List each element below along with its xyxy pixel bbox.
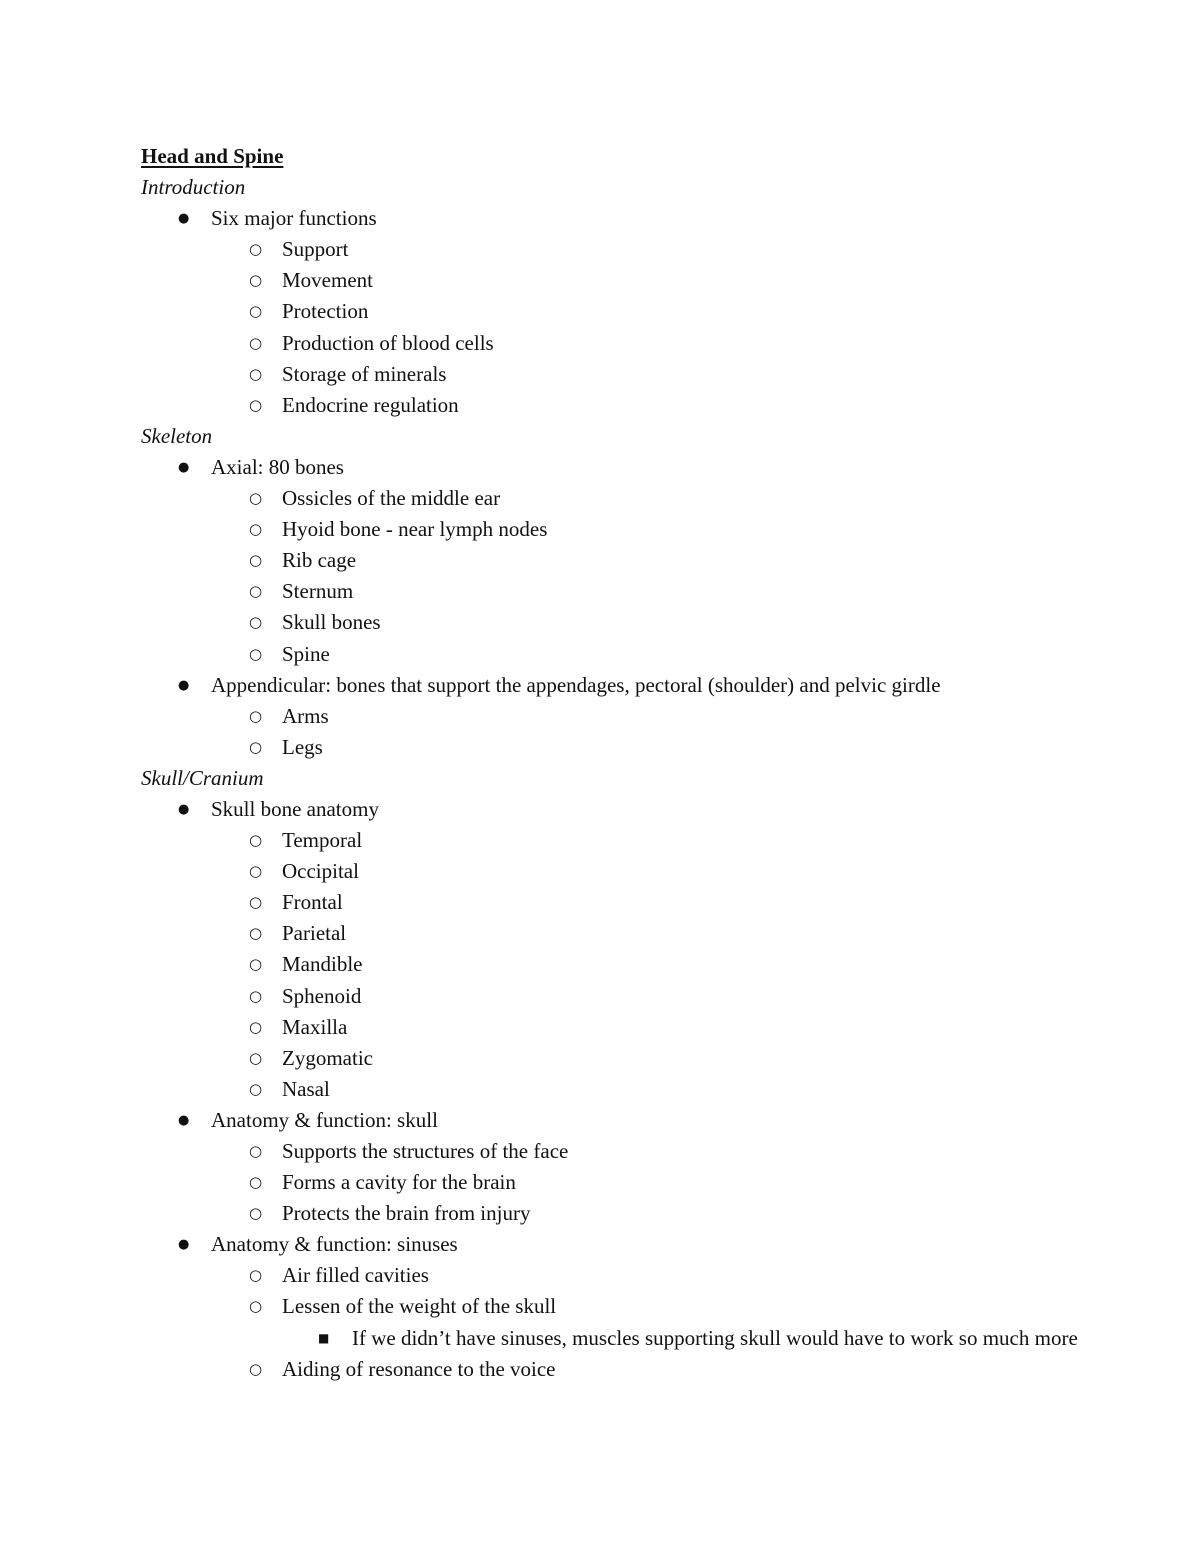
list-item-text: Movement (282, 268, 373, 293)
bullet-marker-icon: ● (178, 211, 190, 227)
list-item-text: Protection (282, 299, 369, 324)
bullet-marker-icon: ○ (249, 1017, 263, 1036)
list-item-text: Endocrine regulation (282, 392, 459, 417)
sub-list-item (141, 1260, 1081, 1291)
list-item (141, 1105, 1081, 1136)
list-item (141, 452, 1081, 483)
list-item-text: Zygomatic (282, 1045, 373, 1070)
sub-list-item (141, 1074, 1081, 1105)
bullet-marker-icon: ○ (249, 551, 263, 570)
sub-list-item (141, 1043, 1081, 1074)
sub-list-item (141, 359, 1081, 390)
sub-list-item (141, 296, 1081, 327)
list-item-text: Spine (282, 641, 330, 666)
list-item (141, 1229, 1081, 1260)
sub-list-item (141, 265, 1081, 296)
list-item (141, 203, 1081, 234)
sub-list-item (141, 1354, 1081, 1385)
list-item-text: Anatomy & function: skull (211, 1107, 438, 1132)
sub-list-item (141, 1198, 1081, 1229)
list-item-text: Occipital (282, 859, 359, 884)
bullet-marker-icon: ○ (249, 520, 263, 539)
sub-list-item (141, 545, 1081, 576)
list-item-text: Nasal (282, 1076, 330, 1101)
list-item-text: Parietal (282, 921, 347, 946)
list-item-text: Legs (282, 734, 323, 759)
section-heading: Skeleton (141, 423, 213, 448)
list-item-text: Anatomy & function: sinuses (211, 1232, 458, 1257)
bullet-marker-icon: ○ (249, 1297, 263, 1316)
sub-list-item (141, 483, 1081, 514)
sub-list-item (141, 949, 1081, 980)
bullet-marker-icon: ● (178, 459, 190, 475)
bullet-marker-icon: ○ (249, 1079, 263, 1098)
list-item-text: Six major functions (211, 206, 377, 231)
bullet-marker-icon: ○ (249, 1173, 263, 1192)
bullet-marker-icon: ○ (249, 831, 263, 850)
bullet-marker-icon: ○ (249, 395, 263, 414)
list-item-text: Skull bone anatomy (211, 796, 379, 821)
bullet-marker-icon: ○ (249, 271, 263, 290)
list-item-text: Support (282, 237, 349, 262)
list-item-text: Temporal (282, 828, 363, 853)
bullet-marker-icon: ○ (249, 924, 263, 943)
bullet-marker-icon: ○ (249, 364, 263, 383)
sub-list-item (141, 1012, 1081, 1043)
bullet-marker-icon: ● (178, 1237, 190, 1253)
sub-list-item (141, 390, 1081, 421)
sub-list-item (141, 732, 1081, 763)
sub-list-item (141, 1167, 1081, 1198)
list-item-text: Arms (282, 703, 329, 728)
sub-list-item (141, 328, 1081, 359)
list-item-text: Sternum (282, 579, 354, 604)
sub-list-item (141, 607, 1081, 638)
list-item-text: Mandible (282, 952, 363, 977)
bullet-marker-icon: ○ (249, 1048, 263, 1067)
bullet-marker-icon: ○ (249, 489, 263, 508)
sub-list-item (141, 887, 1081, 918)
sub-list-item (141, 918, 1081, 949)
bullet-marker-icon: ○ (249, 1266, 263, 1285)
sub-list-item (141, 856, 1081, 887)
bullet-marker-icon: ○ (249, 582, 263, 601)
list-item-text: Storage of minerals (282, 361, 447, 386)
list-item-text: Lessen of the weight of the skull (282, 1294, 557, 1319)
section-heading: Skull/Cranium (141, 765, 264, 790)
list-item-text: Sphenoid (282, 983, 362, 1008)
list-item-text: Maxilla (282, 1014, 348, 1039)
sub-list-item (141, 825, 1081, 856)
list-item-text: Skull bones (282, 610, 381, 635)
list-item-text: Supports the structures of the face (282, 1139, 569, 1163)
section-heading: Introduction (141, 175, 246, 200)
bullet-marker-icon: ● (178, 677, 190, 693)
sub-list-item (141, 514, 1081, 545)
bullet-marker-icon: ○ (249, 862, 263, 881)
bullet-marker-icon: ○ (249, 706, 263, 725)
bullet-marker-icon: ○ (249, 986, 263, 1005)
list-item-text: Production of blood cells (282, 330, 494, 355)
sub-list-item (141, 1136, 1081, 1167)
list-item (141, 670, 1081, 701)
bullet-marker-icon: ○ (249, 613, 263, 632)
list-item-text: Appendicular: bones that support the appendages, pectoral (shoulder) and pelvic girdle (211, 672, 941, 697)
list-item (141, 794, 1081, 825)
list-item-text: If we didn’t have sinuses, muscles supporting skull would have to work so much more (352, 1325, 1078, 1350)
bullet-marker-icon: ● (178, 801, 190, 817)
list-item-text: Forms a cavity for the brain (282, 1170, 516, 1195)
bullet-marker-icon: ○ (249, 333, 263, 352)
bullet-marker-icon: ○ (249, 737, 263, 756)
bullet-marker-icon: ○ (249, 955, 263, 974)
bullet-marker-icon: ● (178, 1112, 190, 1128)
document-sections (141, 172, 1081, 1385)
sub-list-item (141, 981, 1081, 1012)
bullet-marker-icon: ○ (249, 644, 263, 663)
document-body (141, 141, 1081, 1385)
document-title: Head and Spine (141, 144, 284, 168)
list-item-text: Frontal (282, 890, 343, 915)
sub-list-item (141, 639, 1081, 670)
list-item-text: Aiding of resonance to the voice (282, 1356, 556, 1381)
bullet-marker-icon: ○ (249, 240, 263, 259)
bullet-marker-icon: ○ (249, 302, 263, 321)
sub-list-item (141, 1291, 1081, 1322)
list-item-text: Rib cage (282, 548, 357, 573)
list-item-text: Hyoid bone - near lymph nodes (282, 517, 548, 542)
list-item-text: Air filled cavities (282, 1263, 429, 1288)
bullet-marker-icon: ■ (318, 1330, 330, 1345)
bullet-marker-icon: ○ (249, 1204, 263, 1223)
sub-list-item (141, 701, 1081, 732)
bullet-marker-icon: ○ (249, 1359, 263, 1378)
sub-list-item (141, 234, 1081, 265)
list-item-text: Protects the brain from injury (282, 1201, 531, 1226)
bullet-marker-icon: ○ (249, 893, 263, 912)
bullet-marker-icon: ○ (249, 1142, 263, 1160)
sub-sub-list-item (141, 1323, 1081, 1354)
sub-list-item (141, 576, 1081, 607)
list-item-text: Ossicles of the middle ear (282, 486, 501, 511)
list-item-text: Axial: 80 bones (211, 454, 344, 479)
